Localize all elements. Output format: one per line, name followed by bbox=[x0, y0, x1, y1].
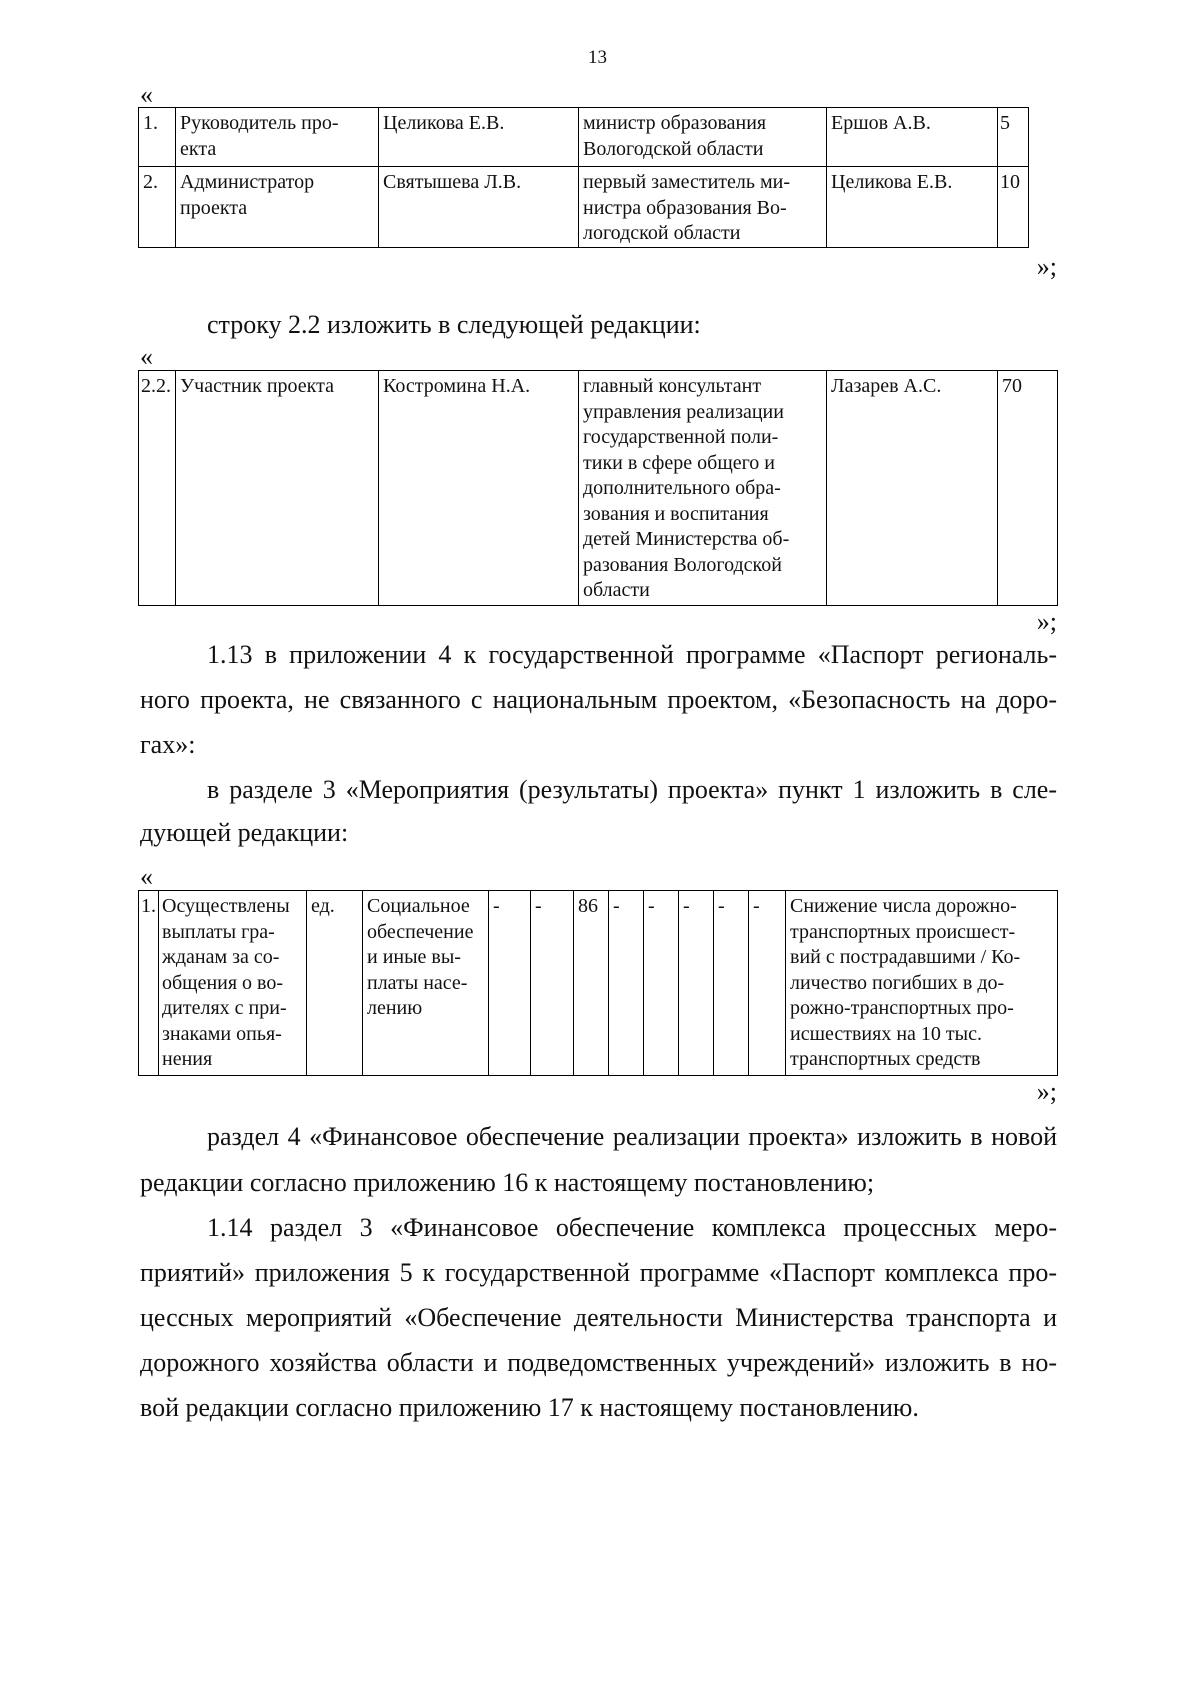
cell-role: Участник проекта bbox=[176, 371, 379, 606]
cell-number: 1. bbox=[139, 891, 159, 1076]
cell-share: 70 bbox=[998, 371, 1058, 606]
cell-value: - bbox=[644, 891, 679, 1076]
cell-supervisor: Лазарев А.С. bbox=[827, 371, 998, 606]
cell-value: - bbox=[531, 891, 574, 1076]
cell-value: - bbox=[609, 891, 644, 1076]
close-quote: »; bbox=[1036, 1077, 1057, 1106]
cell-value: - bbox=[714, 891, 749, 1076]
cell-unit: ед. bbox=[307, 891, 363, 1076]
close-quote: »; bbox=[1036, 607, 1057, 636]
table-row bbox=[139, 891, 1058, 1076]
table-row bbox=[139, 108, 1029, 167]
table-row bbox=[139, 167, 1029, 248]
cell-number: 2.2. bbox=[139, 371, 176, 606]
open-quote: « bbox=[140, 342, 153, 371]
cell-indicator: Снижение числа дорожно- транспортных происшест- вий с пострадавшими / Ко- личество погибших в до- рожно-транспортных про- исшествиях на 10 тыс. транспортных средств bbox=[786, 891, 1058, 1076]
paragraph-line: раздел 4 «Финансовое обеспечение реализации проекта» изложить в новой bbox=[207, 1122, 1057, 1151]
cell-value: - bbox=[489, 891, 531, 1076]
open-quote: « bbox=[140, 862, 153, 891]
participant-table bbox=[138, 370, 1058, 606]
paragraph-line: редакции согласно приложению 16 к настоящему постановлению; bbox=[140, 1168, 875, 1197]
page-number: 13 bbox=[588, 47, 607, 68]
cell-measure-name: Осуществлены выплаты гра- жданам за со- общения о во- дителях с при- знаками опья- нения bbox=[159, 891, 307, 1076]
close-quote: »; bbox=[1036, 252, 1057, 281]
cell-number: 2. bbox=[139, 167, 176, 248]
paragraph-line: приятий» приложения 5 к государственной программе «Паспорт комплекса про- bbox=[140, 1258, 1057, 1287]
paragraph-line: ного проекта, не связанного с национальным проектом, «Безопасность на доро- bbox=[140, 685, 1057, 714]
cell-position: министр образования Вологодской области bbox=[579, 108, 827, 167]
cell-value: 86 bbox=[574, 891, 609, 1076]
cell-role: Руководитель про- екта bbox=[176, 108, 379, 167]
cell-position: первый заместитель ми- нистра образования Во- логодской области bbox=[579, 167, 827, 248]
open-quote: « bbox=[140, 80, 153, 109]
table-row bbox=[139, 371, 1058, 606]
cell-name: Святышева Л.В. bbox=[379, 167, 579, 248]
instruction-line: строку 2.2 изложить в следующей редакции: bbox=[207, 310, 701, 339]
cell-number: 1. bbox=[139, 108, 176, 167]
paragraph-line: дорожного хозяйства области и подведомственных учреждений» изложить в но- bbox=[140, 1348, 1057, 1377]
paragraph-line: в разделе 3 «Мероприятия (результаты) проекта» пункт 1 изложить в сле- bbox=[207, 775, 1057, 804]
paragraph-line: вой редакции согласно приложению 17 к настоящему постановлению. bbox=[140, 1393, 919, 1422]
cell-value: - bbox=[749, 891, 786, 1076]
cell-name: Целикова Е.В. bbox=[379, 108, 579, 167]
paragraph-line: 1.13 в приложении 4 к государственной программе «Паспорт региональ- bbox=[207, 640, 1057, 669]
cell-name: Костромина Н.А. bbox=[379, 371, 579, 606]
paragraph-line: дующей редакции: bbox=[140, 818, 349, 847]
paragraph-line: 1.14 раздел 3 «Финансовое обеспечение комплекса процессных меро- bbox=[207, 1213, 1057, 1242]
cell-share: 5 bbox=[998, 108, 1029, 167]
cell-share: 10 bbox=[998, 167, 1029, 248]
cell-supervisor: Ершов А.В. bbox=[827, 108, 998, 167]
measures-table bbox=[138, 890, 1058, 1076]
cell-value: - bbox=[679, 891, 714, 1076]
cell-position: главный консультант управления реализации государственной поли- тики в сфере общего и дополнительного обра- зования и воспитания детей Министерства об- разования Вологодской области bbox=[579, 371, 827, 606]
cell-role: Администратор проекта bbox=[176, 167, 379, 248]
cell-supervisor: Целикова Е.В. bbox=[827, 167, 998, 248]
team-table bbox=[138, 107, 1029, 248]
cell-measure-type: Социальное обеспечение и иные вы- платы насе- лению bbox=[363, 891, 489, 1076]
paragraph-line: гах»: bbox=[140, 730, 196, 759]
paragraph-line: цессных мероприятий «Обеспечение деятельности Министерства транспорта и bbox=[140, 1303, 1057, 1332]
